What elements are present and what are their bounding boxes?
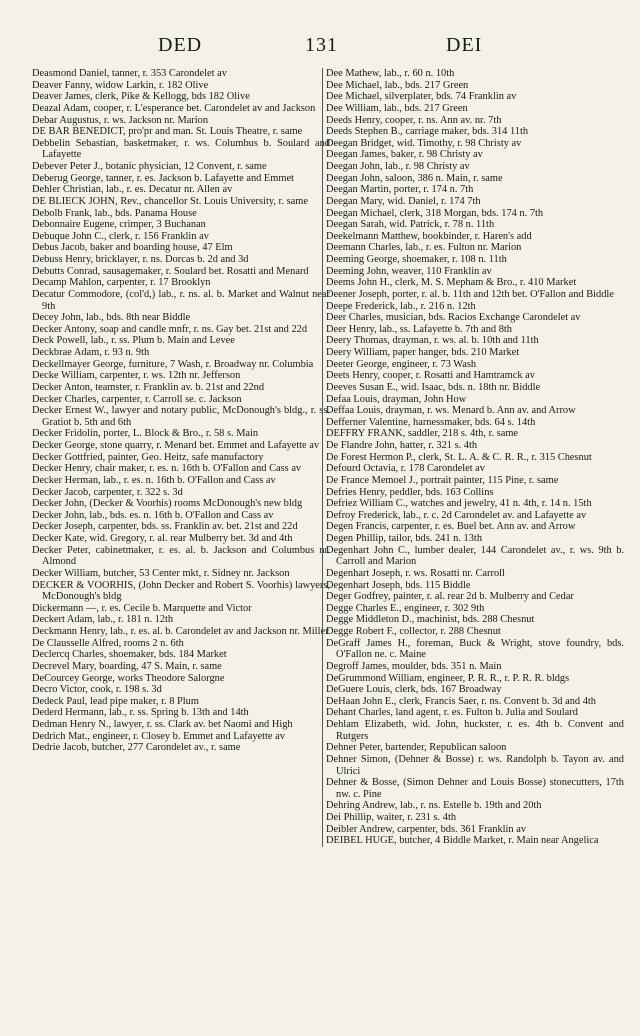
directory-entry: Debus Jacob, baker and boarding house, 47 Elm [32, 242, 233, 254]
directory-entry: Debolb Frank, lab., bds. Panama House [32, 207, 197, 219]
directory-entry: Decker Gottfried, painter, Geo. Heitz, safe manufactory [32, 451, 264, 463]
directory-entry: Deegan Bridget, wid. Timothy, r. 98 Christy av [326, 137, 522, 149]
directory-entry: Degge Middleton D., machinist, bds. 288 Chesnut [326, 614, 535, 626]
directory-entry: Dedeck Paul, lead pipe maker, r. 8 Plum [32, 695, 199, 707]
directory-entry: Degen Phillip, tailor, bds. 241 n. 13th [326, 533, 483, 544]
directory-entry: Dehner Simon, (Dehner & Bosse) r. ws. Randolph b. Tayon av. and Ulrici [326, 753, 624, 777]
directory-entry: Degge Charles E., engineer, r. 302 9th [326, 602, 485, 614]
directory-entry: Deems John H., clerk, M. S. Mepham & Bro., r. 410 Market [326, 277, 577, 289]
page-number: 131 [305, 34, 338, 56]
directory-entry: Deeds Henry, cooper, r. ns. Ann av. nr. 7th [326, 114, 502, 126]
directory-entry: Dederd Hermann, lab., r. ss. Spring b. 13th and 14th [32, 707, 249, 719]
directory-entry: Deegan John, lab., r. 98 Christy av [326, 161, 470, 172]
directory-entry: Deery Thomas, drayman, r. ws. al. b. 10th and 11th [326, 335, 539, 347]
directory-entry: Dehring Andrew, lab., r. ns. Estelle b. 19th and 20th [326, 800, 542, 812]
directory-entry: Dei Phillip, waiter, r. 231 s. 4th [326, 812, 457, 823]
directory-entry: Decker William, butcher, 53 Center mkt, r. Sidney nr. Jackson [32, 567, 290, 579]
directory-entry: Deer Charles, musician, bds. Racios Exchange Carondelet av [326, 312, 581, 324]
directory-entry: DeGrummond William, engineer, P. R. R., r. P. R. R. bldgs [326, 672, 570, 684]
directory-entry: Deegan John, saloon, 386 n. Main, r. same [326, 172, 503, 184]
directory-entry: Deegan Michael, clerk, 318 Morgan, bds. 174 n. 7th [326, 207, 544, 219]
directory-entry: Deibler Andrew, carpenter, bds. 361 Franklin av [326, 823, 527, 835]
directory-entry: Deeter George, engineer, r. 73 Wash [326, 358, 477, 370]
directory-entry: Decker Fridolin, porter, L. Block & Bro., r. 58 s. Main [32, 428, 259, 440]
directory-entry: Decker Herman, lab., r. es. n. 16th b. O'Fallon and Cass av [32, 474, 276, 486]
directory-entry: DE BAR BENEDICT, pro'pr and man. St. Louis Theatre, r. same [32, 126, 303, 138]
directory-entry: Deeming George, shoemaker, r. 108 n. 11th [326, 254, 507, 265]
directory-entry: Dehner & Bosse, (Simon Dehner and Louis Bosse) stonecutters, 17th nw. c. Pine [326, 777, 624, 800]
directory-entry: Deekelmann Matthew, bookbinder, r. Haren's add [326, 230, 532, 242]
directory-entry: Dee Michael, silverplater, bds. 74 Franklin av [326, 91, 517, 103]
header-right-key: DEI [446, 34, 483, 56]
directory-entry: De France Memoel J., portrait painter, 115 Pine, r. same [326, 474, 559, 486]
directory-entry: Dee William, lab., bds. 217 Green [326, 102, 468, 114]
directory-entry: Deeves Susan E., wid. Isaac, bds. n. 18th nr. Biddle [326, 381, 541, 393]
directory-entry: Dedman Henry N., lawyer, r. ss. Clark av. bet Naomi and High [32, 719, 293, 730]
directory-entry: Deaver Fanny, widow Larkin, r. 182 Olive [32, 79, 209, 91]
directory-entry: Degenhart Joseph, r. ws. Rosatti nr. Carroll [326, 567, 505, 579]
directory-entry: Defourd Octavia, r. 178 Carondelet av [326, 463, 485, 475]
directory-entry: Defries Henry, peddler, bds. 163 Collins [326, 486, 494, 498]
directory-entry: Decker Jacob, carpenter, r. 322 s. 3d [32, 486, 183, 498]
directory-entry: DeHaan John E., clerk, Francis Saer, r. ns. Convent b. 3d and 4th [326, 695, 596, 707]
directory-entry: Dee Mathew, lab., r. 60 n. 10th [326, 68, 455, 79]
directory-entry: Debbelin Sebastian, basketmaker, r. ws. Columbus b. Soulard and Lafayette [32, 137, 330, 161]
directory-entry: Decker John, (Decker & Voorhis) rooms McDonough's new bldg [32, 498, 303, 510]
directory-entry: DE BLIECK JOHN, Rev., chancellor St. Louis University, r. same [32, 195, 308, 207]
directory-entry: Deaver James, clerk, Pike & Kellogg, bds 182 Olive [32, 91, 250, 103]
directory-entry: Debutts Conrad, sausagemaker, r. Soulard bet. Rosatti and Menard [32, 265, 309, 277]
directory-entry: DEIBEL HUGE, butcher, 4 Biddle Market, r. Main near Angelica [326, 835, 599, 847]
directory-entry: Deckmann Henry, lab., r. es. al. b. Carondelet av and Jackson nr. Miller [32, 626, 329, 637]
directory-entry: Dee Michael, lab., bds. 217 Green [326, 79, 469, 91]
directory-entry: Deasmond Daniel, tanner, r. 353 Carondelet av [32, 68, 227, 79]
directory-entry: Deets Henry, cooper, r. Rosatti and Hamtramck av [326, 370, 535, 382]
directory-entry: De Clausselle Alfred, rooms 2 n. 6th [32, 637, 184, 649]
directory-entry: Defferner Valentine, harnessmaker, bds. 64 s. 14th [326, 416, 536, 428]
directory-entry: Decker Kate, wid. Gregory, r. al. rear Mulberry bet. 3d and 4th [32, 533, 293, 544]
directory-entry: Declercq Charles, shoemaker, bds. 184 Market [32, 649, 227, 661]
directory-entry: Dehner Peter, bartender, Republican saloon [326, 742, 507, 754]
directory-entry: Deberug George, tanner, r. es. Jackson b. Lafayette and Emmet [32, 172, 294, 184]
directory-entry: Decker Charles, carpenter, r. Carroll se. c. Jackson [32, 393, 242, 405]
directory-entry: Debar Augustus, r. ws. Jackson nr. Marion [32, 114, 209, 126]
directory-entry: Deegan Mary, wid. Daniel, r. 174 7th [326, 195, 481, 207]
directory-entry: Degroff James, moulder, bds. 351 n. Main [326, 660, 502, 672]
directory-entry: Deer Henry, lab., ss. Lafayette b. 7th and 8th [326, 323, 513, 335]
directory-entry: DEFFRY FRANK, saddler, 218 s. 4th, r. same [326, 428, 519, 440]
directory-entry: Deegan Sarah, wid. Patrick, r. 78 n. 11th [326, 219, 495, 231]
directory-entry: Dedrich Mat., engineer, r. Closey b. Emmet and Lafayette av [32, 730, 285, 742]
directory-entry: DeCourcey George, works Theodore Salorgne [32, 672, 225, 684]
directory-entry: Debonnaire Eugene, crimper, 3 Buchanan [32, 219, 206, 231]
directory-entry: Deckbrae Adam, r. 93 n. 9th [32, 347, 150, 358]
directory-entry: Degenhart John C., lumber dealer, 144 Carondelet av., r. ws. 9th b. Carroll and Marion [326, 544, 624, 568]
running-header [0, 34, 640, 60]
directory-entry: De Flandre John, hatter, r. 321 s. 4th [326, 440, 478, 451]
header-left-key: DED [158, 34, 203, 56]
directory-entry: Decatur Commodore, (col'd,) lab., r. ns. al. b. Market and Walnut near 9th [32, 288, 330, 312]
directory-entry: Deckert Adam, lab., r. 181 n. 12th [32, 614, 174, 626]
directory-entry: Decey John, lab., bds. 8th near Biddle [32, 312, 191, 324]
left-column [32, 68, 330, 754]
directory-entry: DECKER & VOORHIS, (John Decker and Robert S. Voorhis) lawyers, McDonough's bldg [32, 579, 330, 603]
directory-entry: Deck Powell, lab., r. ss. Plum b. Main and Levee [32, 335, 235, 347]
directory-entry: De Forest Hermon P., clerk, St. L. A. & C. R. R., r. 315 Chesnut [326, 451, 592, 463]
right-column [322, 68, 624, 847]
directory-entry: Defriez William C., watches and jewelry, 41 n. 4th, r. 14 n. 15th [326, 498, 592, 510]
directory-entry: Decke William, carpenter, r. ws. 12th nr. Jefferson [32, 370, 241, 382]
directory-entry: Deery William, paper hanger, bds. 210 Market [326, 347, 520, 358]
directory-entry: Degenhart Joseph, bds. 115 Biddle [326, 579, 471, 591]
directory-entry: Decro Victor, cook, r. 198 s. 3d [32, 684, 162, 696]
directory-entry: Deener Joseph, porter, r. al. b. 11th and 12th bet. O'Fallon and Biddle [326, 288, 614, 300]
directory-entry: DeGuere Louis, clerk, bds. 167 Broadway [326, 684, 502, 696]
directory-entry: Decker John, lab., bds. es. n. 16th b. O'Fallon and Cass av [32, 509, 274, 521]
directory-entry: Debever Peter J., botanic physician, 12 Convent, r. same [32, 161, 267, 172]
directory-entry: Dedrie Jacob, butcher, 277 Carondelet av., r. same [32, 742, 241, 754]
directory-entry: Debuque John C., clerk, r. 156 Franklin av [32, 230, 209, 242]
directory-entry: Defroy Frederick, lab., r. c. 2d Carondelet av. and Lafayette av [326, 509, 587, 521]
directory-entry: Decker Anton, teamster, r. Franklin av. b. 21st and 22nd [32, 381, 265, 393]
directory-entry: Dehler Christian, lab., r. es. Decatur nr. Allen av [32, 184, 233, 196]
directory-entry: Deegan James, baker, r. 98 Christy av [326, 149, 483, 161]
directory-entry: Decker Antony, soap and candle mnfr, r. ns. Gay bet. 21st and 22d [32, 323, 308, 335]
directory-entry: Deazal Adam, cooper, r. L'esperance bet. Carondelet av and Jackson [32, 102, 316, 114]
directory-entry: Deepe Frederick, lab., r. 216 n. 12th [326, 300, 476, 312]
directory-entry: Decker Joseph, carpenter, bds. ss. Franklin av. bet. 21st and 22d [32, 521, 298, 533]
directory-entry: Decker Peter, cabinetmaker, r. es. al. b. Jackson and Columbus nr. Almond [32, 544, 330, 568]
directory-entry: Debuss Henry, bricklayer, r. ns. Dorcas b. 2d and 3d [32, 254, 249, 265]
directory-entry: Dickermann —, r. es. Cecile b. Marquette and Victor [32, 602, 252, 614]
directory-entry: Defaa Louis, drayman, John How [326, 393, 467, 405]
directory-entry: Dehant Charles, land agent, r. es. Fulton b. Julia and Soulard [326, 707, 578, 719]
directory-entry: Decker Henry, chair maker, r. es. n. 16th b. O'Fallon and Cass av [32, 463, 302, 475]
directory-entry: Dehlam Elizabeth, wid. John, huckster, r. es. 4th b. Convent and Rutgers [326, 719, 624, 742]
directory-entry: Deffaa Louis, drayman, r. ws. Menard b. Ann av. and Arrow [326, 405, 576, 417]
directory-entry: Deeds Stephen B., carriage maker, bds. 314 11th [326, 126, 529, 138]
directory-entry: DeGraff James H., foreman, Buck & Wright, stove foundry, bds. O'Fallon ne. c. Maine [326, 637, 624, 661]
directory-entry: Degge Robert F., collector, r. 288 Chesnut [326, 626, 501, 637]
directory-entry: Deger Godfrey, painter, r. al. rear 2d b. Mulberry and Cedar [326, 591, 574, 603]
directory-entry: Deeming John, weaver, 110 Franklin av [326, 265, 492, 277]
directory-entry: Decker Ernest W., lawyer and notary public, McDonough's bldg., r. ss. Gratiot b. 5th and 6th [32, 405, 330, 428]
directory-entry: Deegan Martin, porter, r. 174 n. 7th [326, 184, 474, 196]
directory-entry: Decrevel Mary, boarding, 47 S. Main, r. same [32, 660, 222, 672]
directory-entry: Decamp Mahlon, carpenter, r. 17 Brooklyn [32, 277, 211, 289]
directory-entry: Degen Francis, carpenter, r. es. Buel bet. Ann av. and Arrow [326, 521, 576, 533]
directory-entry: Deemann Charles, lab., r. es. Fulton nr. Marion [326, 242, 522, 254]
directory-entry: Decker George, stone quarry, r. Menard bet. Emmet and Lafayette av [32, 440, 320, 451]
directory-entry: Deckellmayer George, furniture, 7 Wash, r. Broadway nr. Columbia [32, 358, 314, 370]
